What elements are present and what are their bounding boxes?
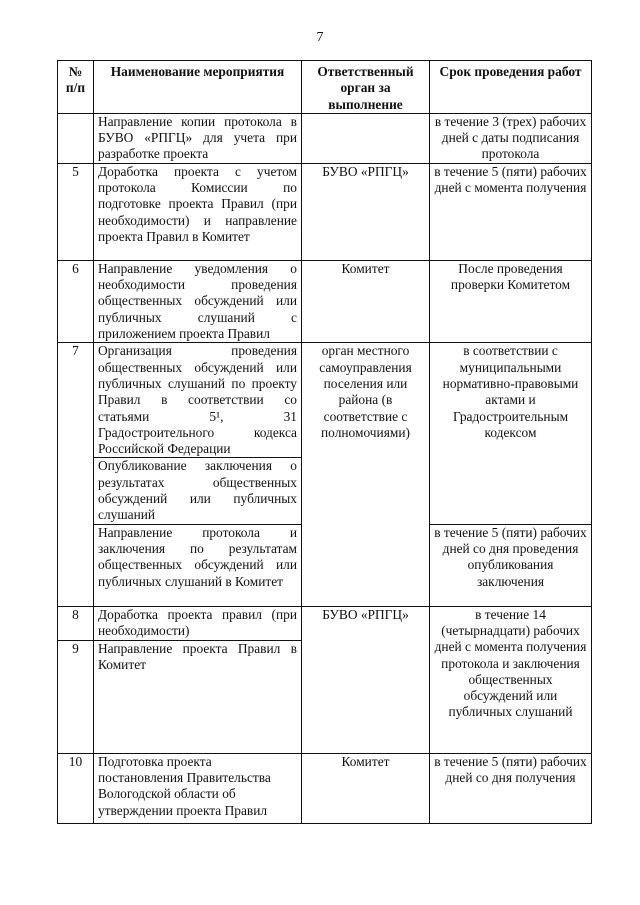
responsible: орган местного самоуправления поселения или района (в соответствие с полномочиями): [302, 343, 430, 606]
header-responsible: Ответственный орган за выполнение: [302, 61, 430, 114]
row-number: 7: [58, 343, 94, 606]
table-row: [58, 113, 592, 163]
table-row: [58, 606, 592, 640]
responsible: [302, 113, 430, 163]
responsible: Комитет: [302, 260, 430, 342]
table-row: [58, 260, 592, 342]
deadline: в течение 5 (пяти) рабочих дней с момента получения: [430, 163, 592, 260]
deadline: в течение 5 (пяти) рабочих дней со дня получения: [430, 753, 592, 823]
page-number: 7: [316, 30, 324, 45]
table-row: [58, 343, 592, 458]
task-name: Опубликование заключения о результатах общественных обсуждений или публичных слушаний: [94, 458, 302, 524]
row-number: 10: [58, 753, 94, 823]
responsible: БУВО «РПГЦ»: [302, 163, 430, 260]
deadline: в течение 3 (трех) рабочих дней с даты подписания протокола: [430, 113, 592, 163]
task-name: Доработка проекта с учетом протокола Комиссии по подготовке проекта Правил (при необходимости) и направление проекта Правил в Комитет: [94, 163, 302, 260]
task-name: Доработка проекта правил (при необходимости): [94, 606, 302, 640]
deadline: После проведения проверки Комитетом: [430, 260, 592, 342]
task-name: Организация проведения общественных обсуждений или публичных слушаний по проекту Правил в соответствии со статьями 5¹, 31 Градостроительного кодекса Российской Федерации: [94, 343, 302, 458]
deadline: в соответствии с муниципальными нормативно-правовыми актами и Градостроительным кодексом: [430, 343, 592, 524]
deadline: в течение 5 (пяти) рабочих дней со дня проведения опубликования заключения: [430, 524, 592, 606]
task-name: Направление уведомления о необходимости проведения общественных обсуждений или публичных слушаний с приложением проекта Правил: [94, 260, 302, 342]
header-term: Срок проведения работ: [430, 61, 592, 114]
task-name: Направление проекта Правил в Комитет: [94, 640, 302, 753]
table-row: [58, 753, 592, 823]
row-number: 8: [58, 606, 94, 640]
task-name: Направление протокола и заключения по результатам общественных обсуждений или публичных слушаний в Комитет: [94, 524, 302, 606]
schedule-table: [57, 60, 592, 824]
row-number: 6: [58, 260, 94, 342]
table-row: [58, 163, 592, 260]
header-name: Наименование мероприятия: [94, 61, 302, 114]
header-num: № п/п: [58, 61, 94, 114]
row-number: 5: [58, 163, 94, 260]
row-number: 9: [58, 640, 94, 753]
task-name: Подготовка проекта постановления Правительства Вологодской области об утверждении проекта Правил: [94, 753, 302, 823]
row-number: [58, 113, 94, 163]
responsible: Комитет: [302, 753, 430, 823]
deadline: в течение 14 (четырнадцати) рабочих дней с момента получения протокола и заключения общественных обсуждений или публичных слушаний: [430, 606, 592, 753]
responsible: БУВО «РПГЦ»: [302, 606, 430, 753]
task-name: Направление копии протокола в БУВО «РПГЦ» для учета при разработке проекта: [94, 113, 302, 163]
table-header-row: [58, 61, 592, 114]
